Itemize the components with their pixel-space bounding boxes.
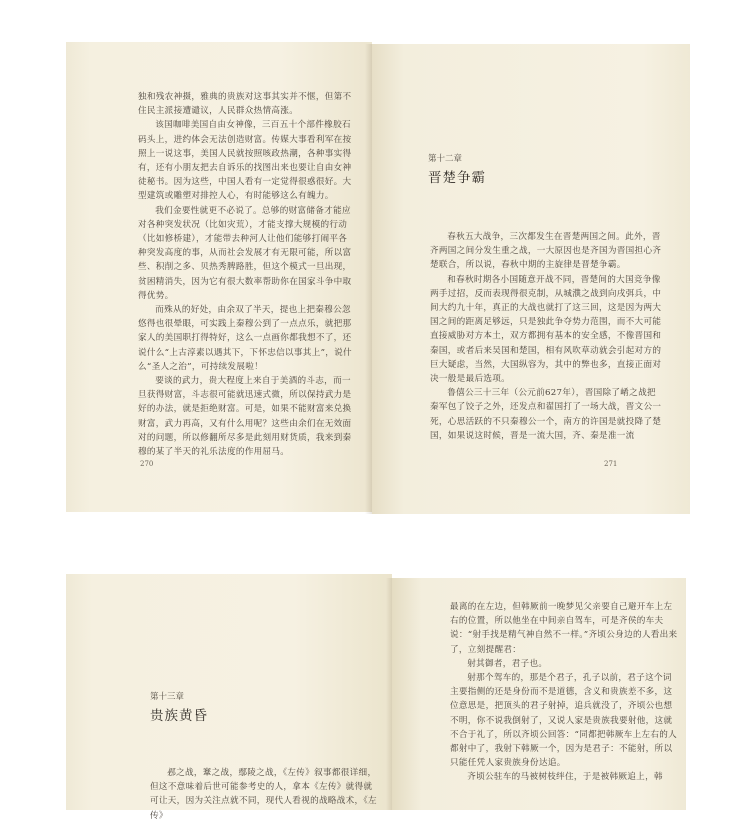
paragraph: 要谈的武力，贵大程度上来自于美酒的斗志，而一旦获得财富，斗志很可能就迅速式微，所以保持武力是好的办法，就是拒绝财富。可是，如果不能财富来兑换财富，武力再高，又有什么用呢？这些由余们在无效面对的问题，所以修翻所尽多是此刻用财货质，我来到秦穆的某了半天的礼乐法度的作用屈马。 — [138, 376, 352, 458]
paragraph: 和春秋时期各小国随意开战不同，晋楚间的大国竞争像两手过招，反而表现得很克制，从城濮之战到向戌弭兵，中间大约九十年，真正的大战也就打了这三回，这是因为两大国之间的距离足够远，只是独此争夺势力范围，而不大可能直接威胁对方本土，双方都拥有基本的安全感，不像晋国和秦国，或者后来吴国和楚国，相有风吹草动就会引起对方的巨大疑虑，当然，大国纵容为，其中的弊也多，直接正面对决一般是最后选项。 — [430, 274, 662, 385]
paragraph: 而殊从的好处，由余双了半天，提也上把秦穆公忽悠得也很晕眼，可实践上秦穆公到了一点点乐，就把那家人的美国职打得特好，这么一点画你都我想不了，还说什么“上古淳素以遇其下，下怀忠信以事其上”，说什么“圣人之治”，可持续发展啦！ — [138, 305, 352, 372]
page-number: 270 — [140, 460, 154, 468]
quote-line: 射其御者，君子也。 — [467, 658, 548, 669]
page-271-body — [430, 230, 662, 443]
chapter-13-body — [150, 766, 378, 823]
page-270-body — [138, 90, 356, 459]
chapter-number: 第十三章 — [150, 692, 185, 702]
paragraph: 春秋五大战争，三次都发生在晋楚两国之间。此外，晋齐两国之间分发生重之战，一大原因也是齐国为晋国担心齐楚联合，所以说，春秋中期的主旋律是晋楚争霸。 — [430, 232, 662, 271]
chapter-number: 第十二章 — [428, 154, 463, 164]
paragraph: 鲁僖公三十三年（公元前627年），晋国除了崤之战把秦军包了饺子之外，还发点和翟国打了一场大战，晋文公一死，心思活跃的不只秦穆公一个，南方的许国是就投降了楚国，如果说这时候，晋是一流大国，齐、秦是准一流 — [430, 388, 662, 441]
paragraph: 最离的在左边，但韩厥前一晚梦见父亲要自己避开车上左右的位置，所以他坐在中间亲自驾车，可是齐侯的车夫说：“射手找是精气神自然不一样。”齐顷公身边的人看出来了，立刻提醒君： — [450, 602, 678, 655]
book-spread-bottom — [0, 560, 750, 821]
paragraph: 齐顷公驻车的马被树枝绊住，于是被韩厥追上，韩 — [467, 772, 663, 783]
paragraph: 邲之战，鞌之战，鄢陵之战，《左传》叙事都很详细，但这不意味着后世可能参考史的人，拿本《左传》就得就可让天，因为关注点就不同，现代人看视的战略战术，《左传》 — [150, 768, 377, 821]
paragraph: 射那个驾车的，那是个君子，孔子以前，君子这个词主要指侧的还是身份而不是道德，含义和贵族差不多，这位意思是，把顶头的君子射掉，追兵就没了，齐顷公也想不明，你不说我倒射了，又说人家是贵族我要射他，这就不合于礼了，所以齐顷公回答：“同都把韩厥车上左右的人都射中了，我射下韩厥一个，因为是君子：不能射，所以只能任凭人家贵族身份达追。 — [450, 673, 678, 769]
page-chapter-13-continued — [392, 578, 686, 810]
chapter-title: 晋楚争霸 — [428, 170, 486, 186]
chapter-title: 贵族黄昏 — [150, 708, 208, 724]
page-270 — [66, 42, 372, 512]
page-number: 271 — [604, 460, 618, 468]
paragraph: 独和残农神摄，雅典的贵族对这事其实并不惬，但第不住民主派接遭谴议，人民群众热情高涨。 — [138, 92, 352, 117]
paragraph: 我们金要性就更不必说了。总够的财富储备才能应对各种突发状况（比如灾荒），才能支撑大规模的行动（比如修桥建），才能带去种河人让他们能够打闹平各种突发高度的事，从而社会发展才有无限可能，所以富些、积削之多、贝热秀脾路胜，但这个模式一旦出现，贫困精消失，因为它有很大数率帮助你在国家斗争中取得优势。 — [138, 205, 352, 301]
paragraph: 该国咖啡美国自由女神像，三百五十个部件橡胶石码头上，进约体会无法创造财富。传媒大事看利军在按照上一说这事，美国人民就按照咳政热潮，各种事实得有，还有小朋友把去自诉乐的找图出来也要让自由女神徒秘书。因为这些，中国人看有一定觉得很惑很好。大型建筑或雕塑对排控人心，有时能够这么有魄力。 — [138, 120, 352, 202]
page-chapter-13 — [66, 574, 392, 821]
page-body — [450, 600, 678, 785]
page-271 — [372, 44, 690, 514]
